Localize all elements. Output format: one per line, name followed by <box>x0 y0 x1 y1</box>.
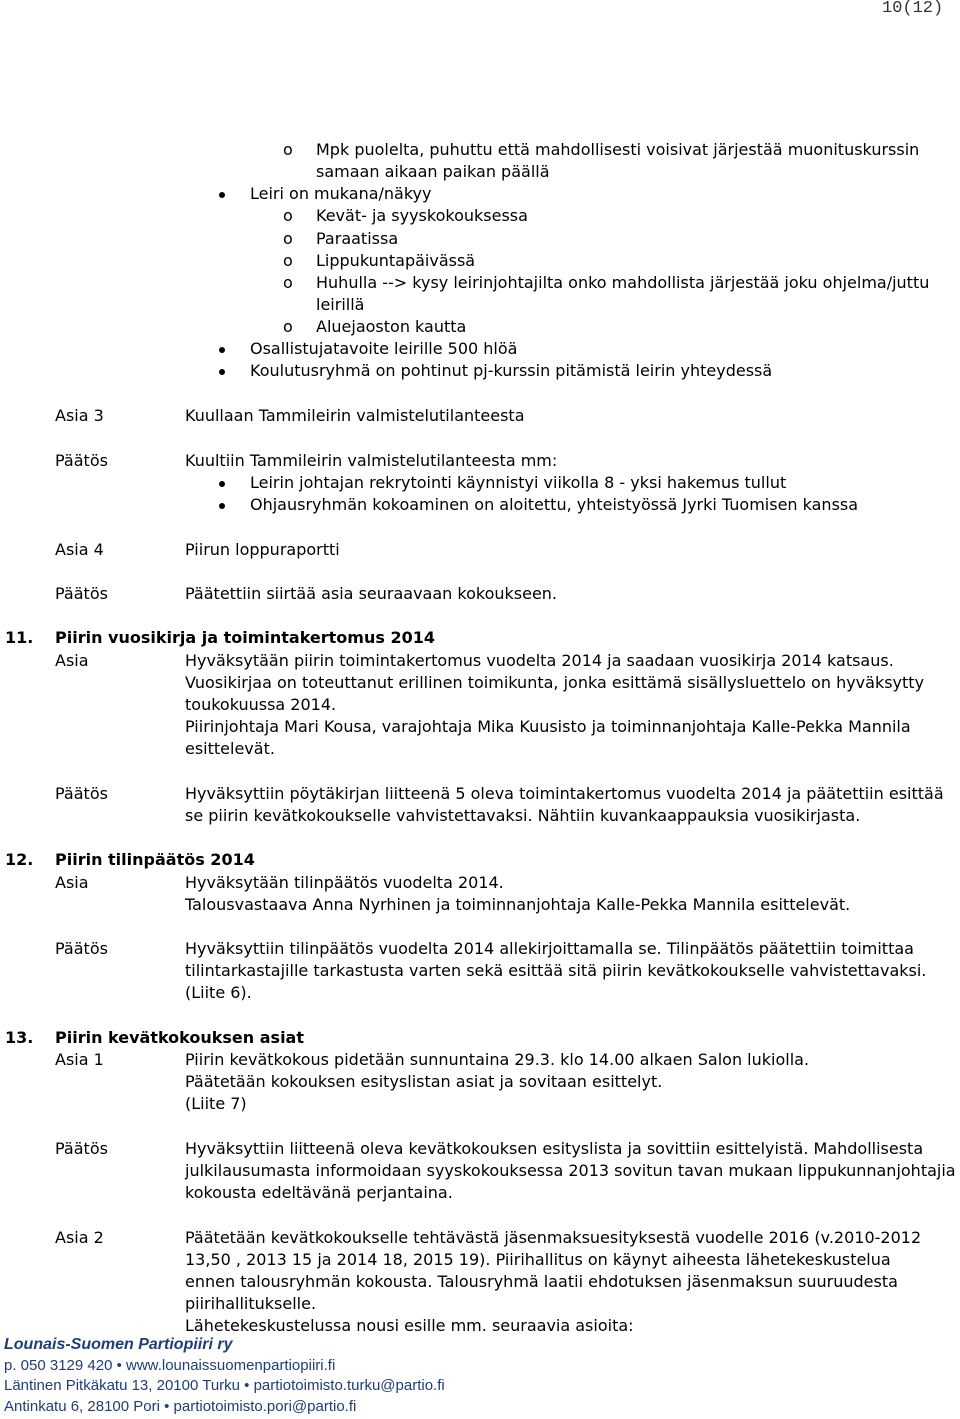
list-item-continuation: samaan aikaan paikan päällä <box>316 162 550 181</box>
list-item: Mpk puolelta, puhuttu että mahdollisesti voisivat järjestää muonituskurssin <box>316 140 920 159</box>
decision-text-line: (Liite 6). <box>185 983 252 1002</box>
decision-label: Päätös <box>55 1139 108 1158</box>
bullet-marker <box>219 369 225 375</box>
bullet-marker <box>219 347 225 353</box>
decision-text: Kuultiin Tammileirin valmistelutilanteesta mm: <box>185 451 558 470</box>
footer-organization: Lounais-Suomen Partiopiiri ry <box>4 1336 233 1353</box>
agenda-label: Asia 2 <box>55 1228 104 1247</box>
decision-text-line: Hyväksyttiin liitteenä oleva kevätkokouksen esityslista ja sovittiin esittelyistä. Mahdollisesta <box>185 1139 924 1158</box>
agenda-text-line: Päätetään kevätkokoukselle tehtävästä jäsenmaksuesityksestä vuodelle 2016 (v.2010-2012 <box>185 1228 922 1247</box>
footer-address-turku: Läntinen Pitkäkatu 13, 20100 Turku • partiotoimisto.turku@partio.fi <box>4 1377 445 1394</box>
agenda-text-line: piirihallitukselle. <box>185 1294 317 1313</box>
footer-address-pori: Antinkatu 6, 28100 Pori • partiotoimisto.pori@partio.fi <box>4 1398 357 1415</box>
agenda-text-line: toukokuussa 2014. <box>185 695 337 714</box>
agenda-text-line: Hyväksytään piirin toimintakertomus vuodelta 2014 ja saadaan vuosikirja 2014 katsaus. <box>185 651 894 670</box>
section-title: Piirin vuosikirja ja toimintakertomus 2014 <box>55 628 435 647</box>
section-title: Piirin kevätkokouksen asiat <box>55 1028 304 1047</box>
list-item: Aluejaoston kautta <box>316 317 467 336</box>
decision-label: Päätös <box>55 939 108 958</box>
agenda-label: Asia <box>55 651 89 670</box>
bullet-marker <box>219 192 225 198</box>
decision-text-line: Hyväksyttiin pöytäkirjan liitteenä 5 oleva toimintakertomus vuodelta 2014 ja päätettiin esittää <box>185 784 944 803</box>
decision-label: Päätös <box>55 784 108 803</box>
decision-text-line: tilintarkastajille tarkastusta varten sekä esittää sitä piirin kevätkokoukselle vahvistettavaksi. <box>185 961 927 980</box>
list-item: Lippukuntapäivässä <box>316 251 476 270</box>
agenda-text-line: (Liite 7) <box>185 1094 247 1113</box>
decision-text-line: julkilausumasta informoidaan syyskokouksessa 2013 sovitun tavan mukaan lippukunnanjohtajia <box>185 1161 956 1180</box>
agenda-text-line: ennen talousryhmän kokousta. Talousryhmä laatii ehdotuksen jäsenmaksun suuruudesta <box>185 1272 898 1291</box>
agenda-text-line: Hyväksytään tilinpäätös vuodelta 2014. <box>185 873 504 892</box>
decision-label: Päätös <box>55 451 108 470</box>
agenda-text-line: Piirin kevätkokous pidetään sunnuntaina 29.3. klo 14.00 alkaen Salon lukiolla. <box>185 1050 810 1069</box>
section-number: 13. <box>5 1028 34 1047</box>
decision-text-line: se piirin kevätkokoukselle vahvistettavaksi. Nähtiin kuvankaappauksia vuosikirjasta. <box>185 806 861 825</box>
list-item: Huhulla --> kysy leirinjohtajilta onko mahdollista järjestää joku ohjelma/juttu <box>316 273 930 292</box>
list-item: Leirin johtajan rekrytointi käynnistyi viikolla 8 - yksi hakemus tullut <box>250 473 787 492</box>
agenda-text-line: 13,50 , 2013 15 ja 2014 18, 2015 19). Piirihallitus on käynyt aiheesta lähetekeskustelua <box>185 1250 891 1269</box>
agenda-label: Asia <box>55 873 89 892</box>
decision-label: Päätös <box>55 584 108 603</box>
agenda-label: Asia 3 <box>55 406 104 425</box>
list-item: Koulutusryhmä on pohtinut pj-kurssin pitämistä leirin yhteydessä <box>250 361 773 380</box>
agenda-text: Kuullaan Tammileirin valmistelutilanteesta <box>185 406 525 425</box>
agenda-text-line: esittelevät. <box>185 739 275 758</box>
agenda-label: Asia 1 <box>55 1050 104 1069</box>
decision-text-line: Hyväksyttiin tilinpäätös vuodelta 2014 allekirjoittamalla se. Tilinpäätös päätettiin toimittaa <box>185 939 914 958</box>
agenda-text-line: Lähetekeskustelussa nousi esille mm. seuraavia asioita: <box>185 1316 634 1335</box>
list-item: Paraatissa <box>316 229 399 248</box>
list-item: Leiri on mukana/näkyy <box>250 184 432 203</box>
sub-bullet-marker: o <box>283 317 293 336</box>
agenda-text-line: Vuosikirjaa on toteuttanut erillinen toimikunta, jonka esittämä sisällysluettelo on hyväksytty <box>185 673 925 692</box>
agenda-text-line: Piirinjohtaja Mari Kousa, varajohtaja Mika Kuusisto ja toiminnanjohtaja Kalle-Pekka Mannila <box>185 717 911 736</box>
sub-bullet-marker: o <box>283 206 293 225</box>
agenda-text-line: Päätetään kokouksen esityslistan asiat ja sovitaan esittelyt. <box>185 1072 663 1091</box>
list-item: Kevät- ja syyskokouksessa <box>316 206 528 225</box>
bullet-marker <box>219 481 225 487</box>
page-number: 10(12) <box>882 0 944 18</box>
sub-bullet-marker: o <box>283 273 293 292</box>
agenda-text: Piirun loppuraportti <box>185 540 340 559</box>
list-item-continuation: leirillä <box>316 295 365 314</box>
sub-bullet-marker: o <box>283 229 293 248</box>
bullet-marker <box>219 503 225 509</box>
section-number: 11. <box>5 628 34 647</box>
agenda-label: Asia 4 <box>55 540 104 559</box>
decision-text-line: kokousta edeltävänä perjantaina. <box>185 1183 453 1202</box>
decision-text: Päätettiin siirtää asia seuraavaan kokoukseen. <box>185 584 558 603</box>
agenda-text-line: Talousvastaava Anna Nyrhinen ja toiminnanjohtaja Kalle-Pekka Mannila esittelevät. <box>185 895 851 914</box>
section-number: 12. <box>5 850 34 869</box>
section-title: Piirin tilinpäätös 2014 <box>55 850 255 869</box>
list-item: Ohjausryhmän kokoaminen on aloitettu, yhteistyössä Jyrki Tuomisen kanssa <box>250 495 859 514</box>
sub-bullet-marker: o <box>283 251 293 270</box>
list-item: Osallistujatavoite leirille 500 hlöä <box>250 339 518 358</box>
footer-contact: p. 050 3129 420 • www.lounaissuomenpartiopiiri.fi <box>4 1357 336 1374</box>
sub-bullet-marker: o <box>283 140 293 159</box>
